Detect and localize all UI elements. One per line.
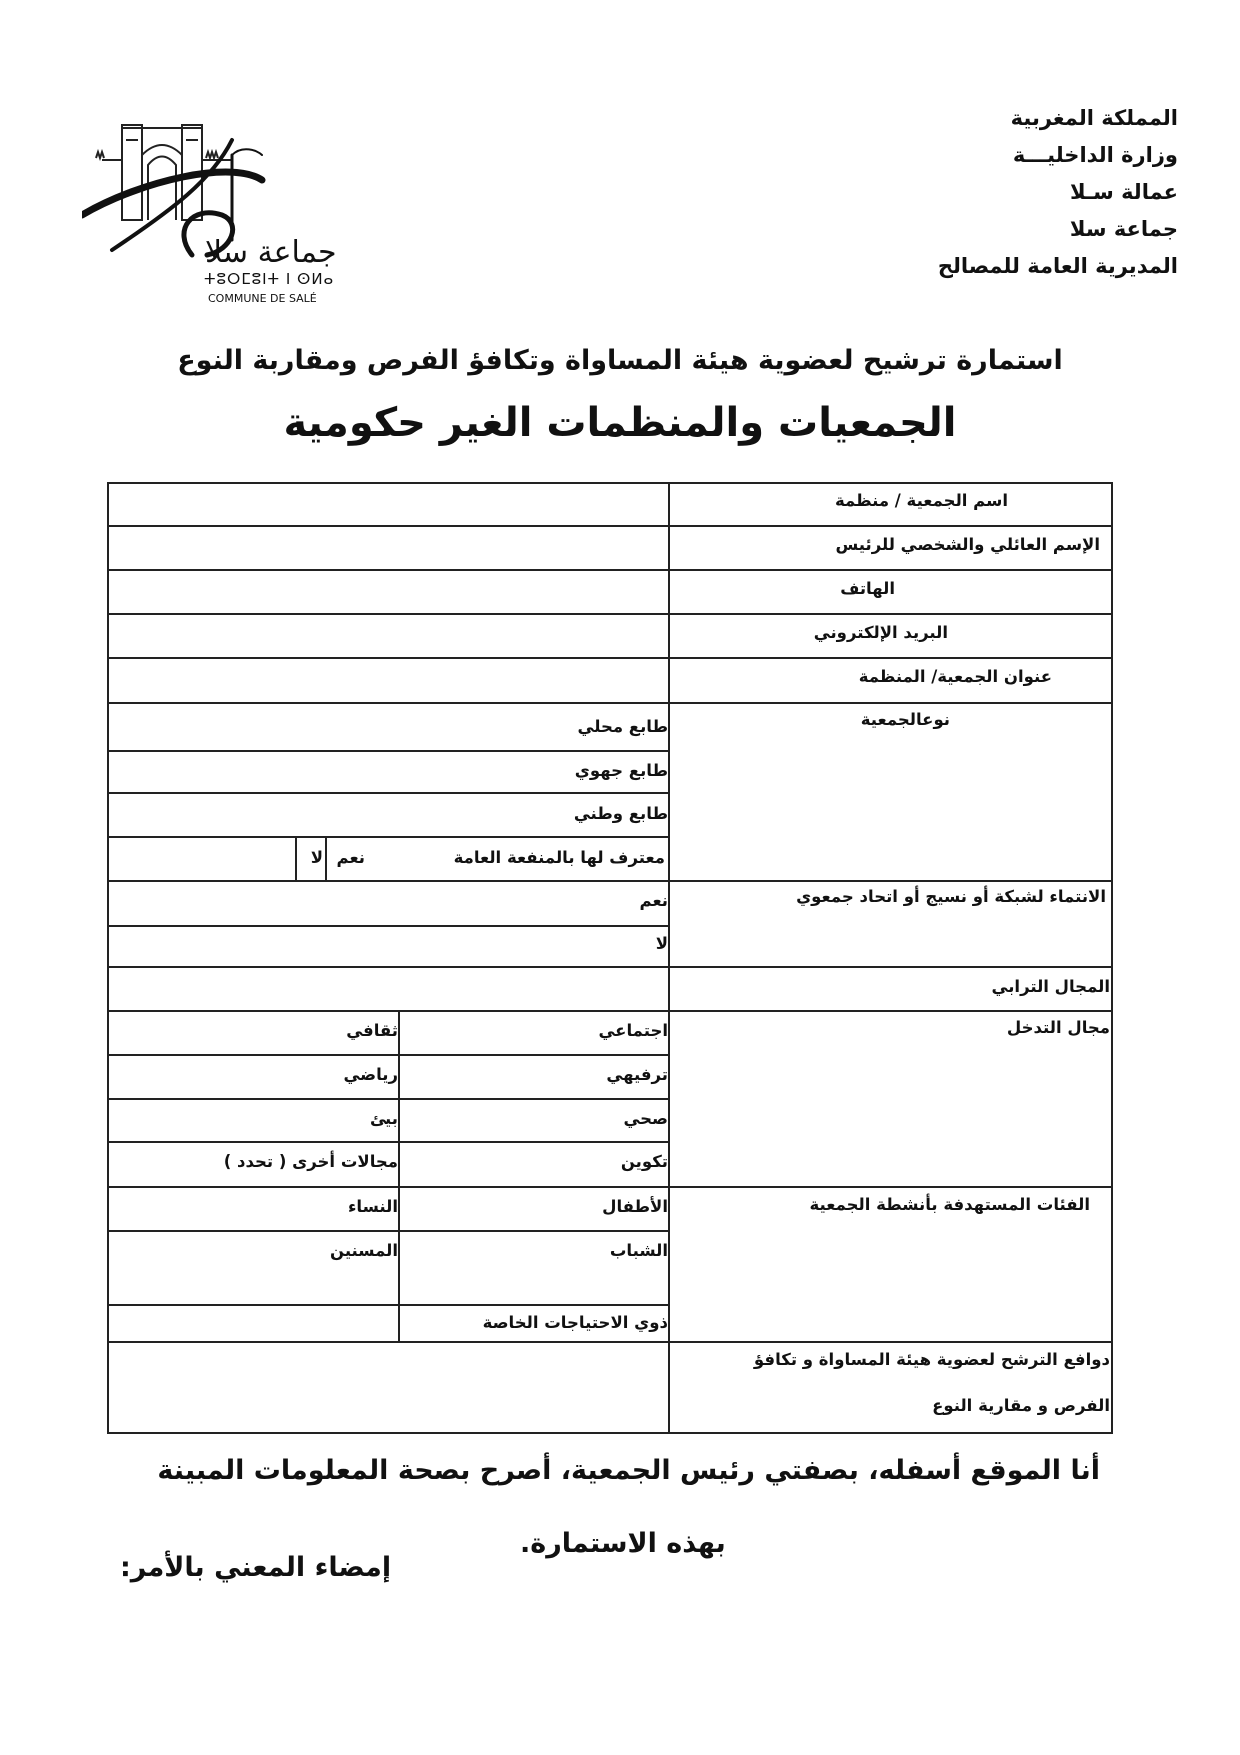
form-subtitle: الجمعيات والمنظمات الغير حكومية <box>283 400 957 446</box>
option-public-utility-no: لا <box>310 848 323 867</box>
grid-line <box>107 750 669 752</box>
option-regional: طابع جهوي <box>574 761 668 780</box>
label-intervention-field: مجال التدخل <box>1006 1018 1110 1037</box>
label-president-name: الإسم العائلي والشخصي للرئيس <box>835 535 1100 554</box>
label-target-groups: الفئات المستهدفة بأنشطة الجمعية <box>809 1195 1090 1214</box>
option-network-yes: نعم <box>639 891 668 910</box>
label-address: عنوان الجمعية/ المنظمة <box>858 667 1052 686</box>
label-motives-line1: دوافع الترشح لعضوية هيئة المساواة و تكافؤ <box>753 1350 1110 1369</box>
declaration-line2: بهذه الاستمارة. <box>520 1528 726 1559</box>
grid-line <box>1111 482 1113 1433</box>
grid-line <box>107 1304 669 1306</box>
option-network-no: لا <box>655 934 668 953</box>
grid-line <box>107 925 669 927</box>
grid-line <box>107 1054 669 1056</box>
grid-line <box>107 792 669 794</box>
grid-line <box>295 836 297 882</box>
grid-line <box>107 836 669 838</box>
logo-arabic-name: جماعة سلا <box>205 235 337 270</box>
option-elderly: المسنين <box>329 1241 398 1260</box>
grid-line <box>107 1432 1113 1434</box>
grid-line <box>107 1010 1113 1012</box>
declaration-line1: أنا الموقع أسفله، بصفتي رئيس الجمعية، أصرح بصحة المعلومات المبينة <box>157 1455 1100 1486</box>
label-territorial-scope: المجال الترابي <box>991 977 1110 996</box>
option-social: اجتماعي <box>598 1021 668 1040</box>
grid-line <box>107 702 1113 704</box>
signature-label: إمضاء المعني بالأمر: <box>120 1552 392 1583</box>
label-network-membership: الانتماء لشبكة أو نسيج أو اتحاد جمعوي <box>796 887 1106 906</box>
option-public-utility-yes: نعم <box>336 848 365 867</box>
option-national: طابع وطني <box>573 804 668 823</box>
header-authority-block <box>758 100 1178 285</box>
option-health: صحي <box>623 1109 668 1128</box>
option-other-fields: مجالات أخرى ( تحدد ) <box>223 1152 398 1171</box>
logo-french-name: COMMUNE DE SALÉ <box>208 292 317 305</box>
grid-line <box>107 657 1113 659</box>
grid-line <box>668 482 670 1433</box>
label-association-type: نوعالجمعية <box>860 710 950 729</box>
grid-line <box>107 1141 669 1143</box>
grid-line <box>107 482 109 1433</box>
grid-line <box>107 1186 1113 1188</box>
option-youth: الشباب <box>609 1241 668 1260</box>
grid-line <box>107 1098 669 1100</box>
option-cultural: ثقافي <box>346 1021 398 1040</box>
option-sports: رياضي <box>343 1065 398 1084</box>
option-recreational: ترفيهي <box>606 1065 668 1084</box>
option-women: النساء <box>347 1197 398 1216</box>
label-phone: الهاتف <box>840 579 895 598</box>
header-kingdom: المملكة المغربية <box>1010 106 1178 130</box>
logo-tifinagh-name: ⵜⵓⵔⵎⵓⵏⵜ ⵏ ⵙⵍⴰ <box>204 270 335 288</box>
label-email: البريد الإلكتروني <box>813 623 948 642</box>
grid-line <box>398 1010 400 1342</box>
grid-line <box>107 525 1113 527</box>
option-local: طابع محلي <box>577 717 668 736</box>
grid-line <box>107 482 1113 484</box>
label-association-name: اسم الجمعية / منظمة <box>834 491 1008 510</box>
commune-logo-icon <box>82 120 402 320</box>
option-public-utility: معترف لها بالمنفعة العامة <box>453 848 665 867</box>
grid-line <box>107 569 1113 571</box>
option-environment: بيئ <box>369 1109 398 1128</box>
header-ministry: وزارة الداخليـــة <box>1012 143 1178 167</box>
header-directorate: المديرية العامة للمصالح <box>937 254 1178 278</box>
label-motives-line2: الفرص و مقارية النوع <box>932 1396 1110 1415</box>
grid-line <box>107 880 1113 882</box>
grid-line <box>107 1230 669 1232</box>
grid-line <box>325 836 327 882</box>
option-children: الأطفال <box>602 1197 668 1216</box>
header-prefecture: عمالة سـلا <box>1069 180 1178 204</box>
grid-line <box>107 613 1113 615</box>
option-special-needs: ذوي الاحتياجات الخاصة <box>482 1313 668 1332</box>
form-title: استمارة ترشيح لعضوية هيئة المساواة وتكافؤ الفرص ومقاربة النوع <box>177 345 1063 376</box>
option-training: تكوين <box>620 1152 668 1171</box>
grid-line <box>107 1341 1113 1343</box>
header-commune: جماعة سلا <box>1069 217 1178 241</box>
grid-line <box>107 966 1113 968</box>
